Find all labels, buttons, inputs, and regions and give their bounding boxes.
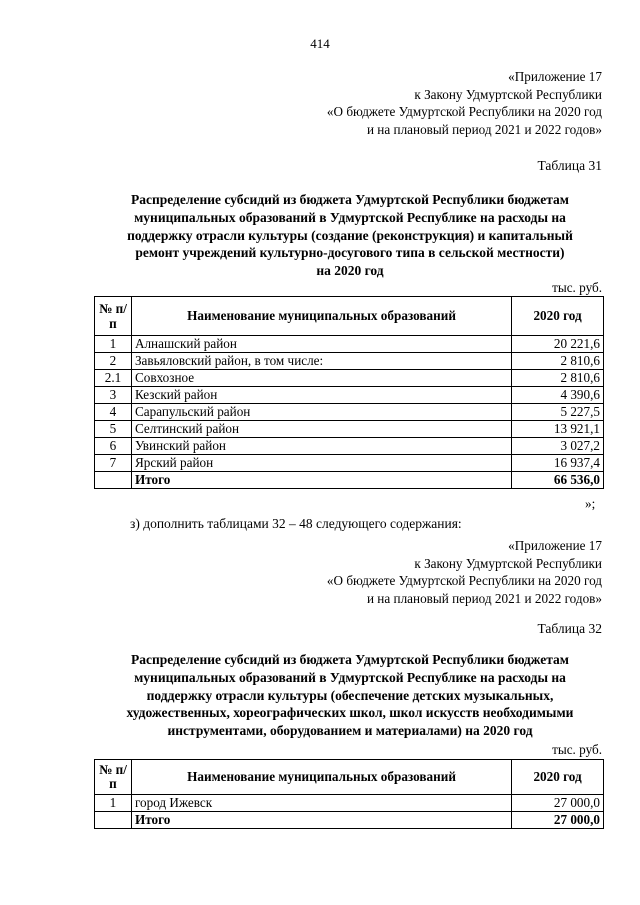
title-line: художественных, хореографических школ, школ искусств необходимыми: [126, 705, 574, 721]
row-name: Совхозное: [131, 370, 511, 387]
row-name: Ярский район: [131, 455, 511, 472]
table-31-label: Таблица 31: [537, 158, 602, 173]
closing-quote: »;: [585, 496, 596, 511]
row-name: город Ижевск: [131, 795, 511, 812]
title-line: на 2020 год: [316, 263, 384, 279]
total-label: Итого: [131, 472, 511, 489]
page-number: 414: [310, 36, 330, 51]
table-32-title: [80, 651, 620, 740]
table-row: [95, 353, 604, 370]
appendix-line: «Приложение 17: [508, 69, 602, 84]
total-row: [95, 812, 604, 829]
title-line: Распределение субсидий из бюджета Удмуртской Республики бюджетам: [130, 652, 570, 667]
table-row: [95, 455, 604, 472]
row-num: 1: [95, 336, 132, 353]
row-name: Алнашский район: [131, 336, 511, 353]
title-line: Распределение субсидий из бюджета Удмуртской Республики бюджетам: [130, 192, 570, 207]
table-row: [95, 387, 604, 404]
table-32-units: тыс. руб.: [552, 742, 602, 757]
row-value: 20 221,6: [512, 336, 604, 353]
row-value: 4 390,6: [512, 387, 604, 404]
appendix-line: к Закону Удмуртской Республики: [414, 86, 602, 102]
appendix-line: и на плановый период 2021 и 2022 годов»: [366, 590, 602, 606]
row-value: 16 937,4: [512, 455, 604, 472]
table-row: [95, 795, 604, 812]
table-32: [94, 759, 604, 829]
table-row: [95, 438, 604, 455]
header-name: Наименование муниципальных образований: [131, 760, 511, 795]
table-row: [95, 370, 604, 387]
row-name: Завьяловский район, в том числе:: [131, 353, 511, 370]
row-value: 5 227,5: [512, 404, 604, 421]
row-num: 1: [95, 795, 132, 812]
total-num: [95, 472, 132, 489]
row-value: 27 000,0: [512, 795, 604, 812]
row-value: 13 921,1: [512, 421, 604, 438]
row-num: 2.1: [95, 370, 132, 387]
appendix-line: «О бюджете Удмуртской Республики на 2020 год: [326, 573, 602, 588]
total-row: [95, 472, 604, 489]
title-line: поддержку отрасли культуры (обеспечение детских музыкальных,: [146, 687, 554, 703]
row-num: 3: [95, 387, 132, 404]
continuation-text: з) дополнить таблицами 32 – 48 следующего содержания:: [130, 516, 462, 531]
table-31: [94, 296, 604, 489]
appendix-line: и на плановый период 2021 и 2022 годов»: [366, 121, 602, 137]
row-name: Кезский район: [131, 387, 511, 404]
row-num: 7: [95, 455, 132, 472]
row-num: 2: [95, 353, 132, 370]
total-value: 27 000,0: [512, 812, 604, 829]
appendix-header-2: [327, 537, 602, 607]
table-32-label: Таблица 32: [537, 621, 602, 636]
header-num: № п/п: [95, 760, 132, 795]
total-value: 66 536,0: [512, 472, 604, 489]
row-name: Увинский район: [131, 438, 511, 455]
row-num: 4: [95, 404, 132, 421]
table-row: [95, 336, 604, 353]
table-row: [95, 404, 604, 421]
title-line: муниципальных образований в Удмуртской Республике на расходы на: [134, 209, 566, 225]
total-num: [95, 812, 132, 829]
table-31-title: [80, 191, 620, 280]
header-num: № п/п: [95, 297, 132, 336]
title-line: инструментами, оборудованием и материалами) на 2020 год: [167, 723, 533, 739]
row-num: 6: [95, 438, 132, 455]
title-line: муниципальных образований в Удмуртской Республике на расходы на: [134, 669, 566, 685]
table-row: [95, 421, 604, 438]
appendix-line: «Приложение 17: [508, 538, 602, 553]
row-name: Селтинский район: [131, 421, 511, 438]
table-header-row: [95, 297, 604, 336]
row-value: 2 810,6: [512, 353, 604, 370]
header-year: 2020 год: [512, 760, 604, 795]
row-num: 5: [95, 421, 132, 438]
table-header-row: [95, 760, 604, 795]
row-value: 3 027,2: [512, 438, 604, 455]
row-value: 2 810,6: [512, 370, 604, 387]
header-name: Наименование муниципальных образований: [131, 297, 511, 336]
appendix-line: «О бюджете Удмуртской Республики на 2020 год: [326, 104, 602, 119]
appendix-header-1: [327, 68, 602, 138]
table-31-units: тыс. руб.: [552, 280, 602, 295]
title-line: ремонт учреждений культурно-досугового типа в сельской местности): [135, 245, 565, 261]
header-year: 2020 год: [512, 297, 604, 336]
title-line: поддержку отрасли культуры (создание (реконструкция) и капитальный: [127, 227, 573, 243]
row-name: Сарапульский район: [131, 404, 511, 421]
total-label: Итого: [131, 812, 511, 829]
appendix-line: к Закону Удмуртской Республики: [414, 555, 602, 571]
